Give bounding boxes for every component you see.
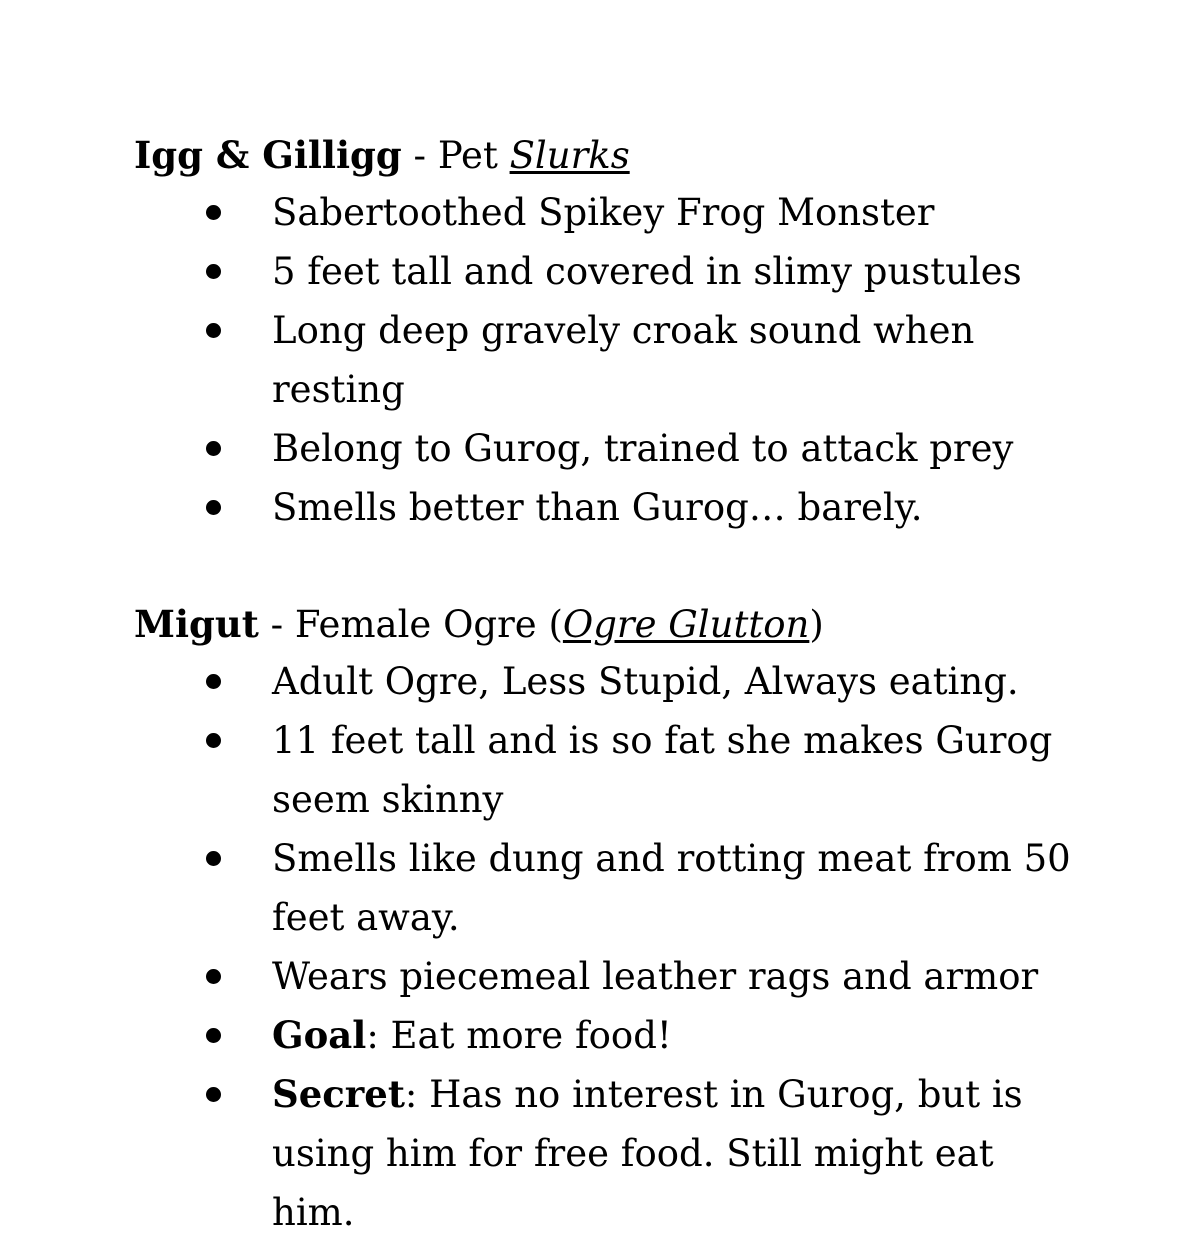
trait-list — [134, 183, 1174, 537]
trait-list — [134, 652, 1174, 1242]
bullet-icon — [206, 851, 221, 866]
list-item-text: Smells better than Gurog… barely. — [272, 486, 923, 529]
bullet-icon — [206, 264, 221, 279]
list-item-text: Belong to Gurog, trained to attack prey — [272, 427, 1014, 470]
bullet-icon — [206, 1087, 221, 1102]
list-item — [134, 947, 1082, 1006]
list-item-text: Long deep gravely croak sound when resting — [272, 309, 975, 411]
bullet-icon — [206, 500, 221, 515]
bullet-icon — [206, 674, 221, 689]
bullet-icon — [206, 441, 221, 456]
section-spacer — [134, 537, 1174, 597]
list-item-label: Goal — [272, 1013, 367, 1057]
list-item — [134, 419, 1082, 478]
heading-description: Pet — [437, 134, 510, 177]
bullet-icon — [206, 969, 221, 984]
list-item-text: Adult Ogre, Less Stupid, Always eating. — [272, 660, 1019, 703]
creature-type: Ogre Glutton — [562, 603, 810, 646]
list-item-text: Sabertoothed Spikey Frog Monster — [272, 191, 935, 234]
list-item — [134, 301, 1082, 419]
heading-separator: - — [258, 603, 295, 646]
list-item-text: 11 feet tall and is so fat she makes Gurog seem skinny — [272, 719, 1053, 821]
list-item-text: : Eat more food! — [366, 1014, 672, 1057]
list-item-text: 5 feet tall and covered in slimy pustules — [272, 250, 1022, 293]
heading-separator: - — [401, 134, 438, 177]
creature-type: Slurks — [509, 134, 630, 177]
character-entry-migut — [134, 597, 1174, 1242]
list-item — [134, 829, 1082, 947]
list-item — [134, 478, 1082, 537]
character-entry-igg-gilligg — [134, 128, 1174, 537]
entry-heading — [134, 597, 1174, 652]
bullet-icon — [206, 733, 221, 748]
list-item — [134, 183, 1082, 242]
list-item — [134, 711, 1082, 829]
character-name: Migut — [134, 602, 259, 646]
bullet-icon — [206, 323, 221, 338]
list-item — [134, 1065, 1082, 1242]
heading-description-end: ) — [809, 603, 824, 646]
list-item — [134, 242, 1082, 301]
list-item — [134, 1006, 1082, 1065]
heading-description: Female Ogre ( — [294, 603, 563, 646]
bullet-icon — [206, 205, 221, 220]
list-item-label: Secret — [272, 1072, 405, 1116]
document-page — [134, 128, 1174, 1242]
bullet-icon — [206, 1028, 221, 1043]
list-item-text: Wears piecemeal leather rags and armor — [272, 955, 1039, 998]
entry-heading — [134, 128, 1174, 183]
character-name: Igg & Gilligg — [134, 133, 402, 177]
list-item — [134, 652, 1082, 711]
list-item-text: Smells like dung and rotting meat from 50 feet away. — [272, 837, 1071, 939]
list-item-text: : Has no interest in Gurog, but is using him for free food. Still might eat him. — [272, 1073, 1023, 1234]
